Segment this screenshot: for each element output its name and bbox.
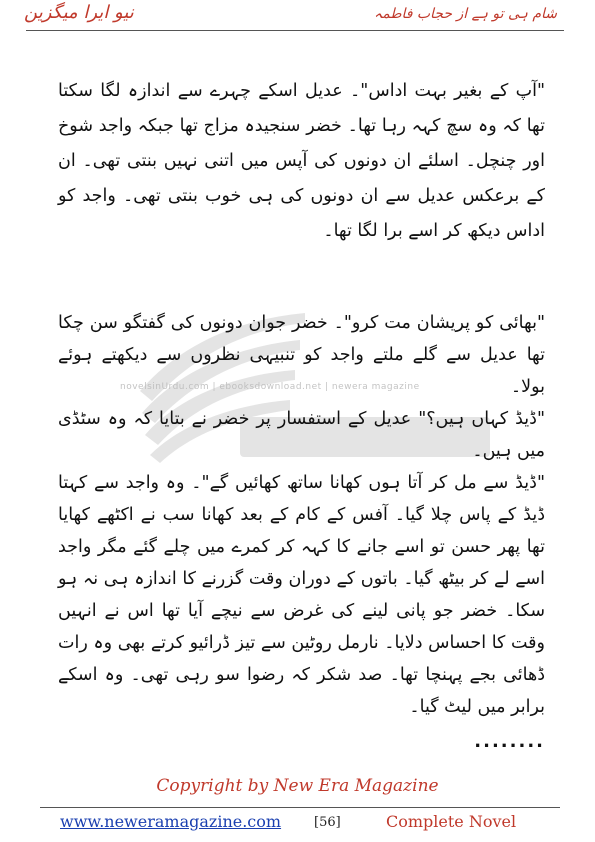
paragraph-2-line-1: "بھائی کو پریشان مت کرو"۔ خضر جوان دونوں کی گفتگو سن چکا تھا عدیل سے گلے ملتے واجد کو تنبیہی نظروں سے دیکھتے ہوئے بولا۔	[58, 313, 545, 397]
novel-body	[58, 74, 545, 752]
paragraph-2	[58, 307, 545, 723]
copyright-notice: Copyright by New Era Magazine	[156, 776, 439, 796]
header-title-author: شام ہی تو ہے از حجاب فاطمہ	[374, 6, 557, 22]
section-break-ellipsis: ........	[474, 731, 545, 752]
paragraph-2-line-2: "ڈیڈ کہاں ہیں؟" عدیل کے استفسار پر خضر نے بتایا کہ وہ سٹڈی میں ہیں۔	[58, 409, 545, 461]
complete-novel-label: Complete Novel	[386, 812, 517, 831]
page-number: [56]	[314, 815, 341, 830]
watermark-text: novelsinUrdu.com | ebooksdownload.net | newera magazine	[120, 382, 420, 392]
website-link[interactable]: www.neweramagazine.com	[60, 812, 282, 831]
paragraph-2-line-3: "ڈیڈ سے مل کر آتا ہوں کھانا ساتھ کھائیں گے"۔ وہ واجد سے کہتا ڈیڈ کے پاس چلا گیا۔ آفس کے کام کے بعد کھانا سب نے اکٹھے کھایا تھا پھر حسن تو اسے جانے کا کہہ کر کمرے میں چلے گئے مگر واجد اسے لے کر بیٹھ گیا۔ باتوں کے دوران وقت گزرنے کا اندازہ ہی نہ ہو سکا۔ خضر جو پانی لینے کی غرض سے نیچے آیا تھا اس نے انہیں وقت کا احساس دلایا۔ نارمل روٹین سے تیز ڈرائیو کرتے بھی وہ رات ڈھائی بجے پہنچا تھا۔ صد شکر کہ رضوا سو رہی تھی۔ وہ اسکے برابر میں لیٹ گیا۔	[58, 473, 545, 717]
footer-divider	[40, 807, 560, 808]
header-magazine-name: نیو ایرا میگزین	[24, 2, 134, 23]
header-divider	[26, 30, 564, 31]
paragraph-1: "آپ کے بغیر بہت اداس"۔ عدیل اسکے چہرے سے اندازہ لگا سکتا تھا کہ وہ سچ کہہ رہا تھا۔ خضر سنجیدہ مزاج تھا جبکہ واجد شوخ اور چنچل۔ اسلئے ان دونوں کی آپس میں اتنی نہیں بنتی تھی۔ ان کے برعکس عدیل سے ان دونوں کی ہی خوب بنتی تھی۔ واجد کو اداس دیکھ کر اسے برا لگا تھا۔	[58, 81, 545, 241]
